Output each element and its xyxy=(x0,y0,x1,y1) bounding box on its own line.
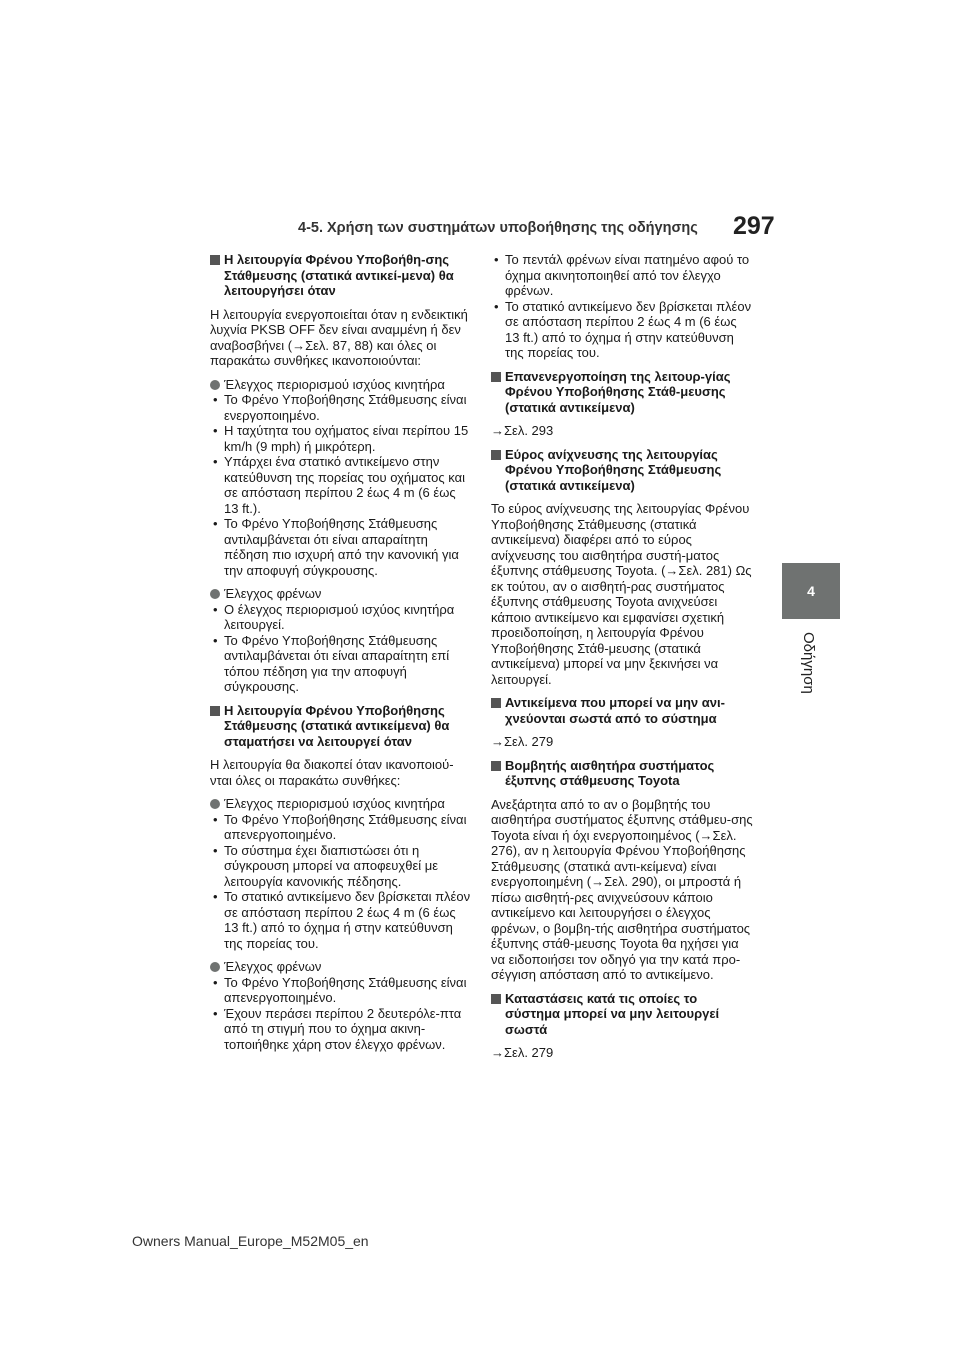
page-reference: →Σελ. 293 xyxy=(491,423,554,438)
section-heading: Η λειτουργία Φρένου Υποβοήθησης Στάθμευσης (στατικά αντικείμενα) θα σταματήσει να λειτουργεί όταν xyxy=(210,703,472,750)
list-item: • Το Φρένο Υποβοήθησης Στάθμευσης αντιλαμβάνεται ότι είναι απαραίτητη πέδηση πιο ισχυρή από την κανονική για την αποφυγή σύγκρουσης. xyxy=(210,516,472,578)
page-number: 297 xyxy=(733,212,775,240)
circle-bullet-icon xyxy=(210,380,220,390)
page-reference: →Σελ. 279 xyxy=(491,734,554,749)
condition-heading: Έλεγχος περιορισμού ισχύος κινητήρα xyxy=(210,377,472,393)
list-item: • Η ταχύτητα του οχήματος είναι περίπου 15 km/h (9 mph) ή μικρότερη. xyxy=(210,423,472,454)
section-heading: Βομβητής αισθητήρα συστήματος έξυπνης στάθμευσης Toyota xyxy=(491,758,753,789)
paragraph: Η λειτουργία ενεργοποιείται όταν η ενδεικτική λυχνία PKSB OFF δεν είναι αναμμένη ή δεν αναβοσβήνει (→Σελ. 87, 88) και όλες οι παρακάτω συνθήκες ικανοποιούνται: xyxy=(210,306,468,368)
section-heading: Καταστάσεις κατά τις οποίες το σύστημα μπορεί να μην λειτουργεί σωστά xyxy=(491,991,753,1038)
square-bullet-icon xyxy=(210,706,220,716)
chapter-label: Οδήγηση xyxy=(800,632,817,694)
square-bullet-icon xyxy=(491,761,501,771)
square-bullet-icon xyxy=(491,450,501,460)
list-item: • Ο έλεγχος περιορισμού ισχύος κινητήρα λειτουργεί. xyxy=(210,602,472,633)
list-item: • Το Φρένο Υποβοήθησης Στάθμευσης είναι ενεργοποιημένο. xyxy=(210,392,472,423)
circle-bullet-icon xyxy=(210,589,220,599)
section-heading: Η λειτουργία Φρένου Υποβοήθη-σης Στάθμευσης (στατικά αντικεί-μενα) θα λειτουργήσει όταν xyxy=(210,252,472,299)
paragraph: Η λειτουργία θα διακοπεί όταν ικανοποιού-νται όλες οι παρακάτω συνθήκες: xyxy=(210,757,454,788)
page-reference: →Σελ. 279 xyxy=(491,1045,554,1060)
right-column xyxy=(491,252,753,1069)
section-title: 4-5. Χρήση των συστημάτων υποβοήθησης της οδήγησης xyxy=(298,220,698,236)
list-item: • Το στατικό αντικείμενο δεν βρίσκεται πλέον σε απόσταση περίπου 2 έως 4 m (6 έως 13 ft.) από το όχημα ή στην κατεύθυνση της πορείας του. xyxy=(491,299,753,361)
list-item: • Το στατικό αντικείμενο δεν βρίσκεται πλέον σε απόσταση περίπου 2 έως 4 m (6 έως 13 ft.) από το όχημα ή στην κατεύθυνση της πορείας του. xyxy=(210,889,472,951)
condition-heading: Έλεγχος φρένων xyxy=(210,959,472,975)
list-item: • Το σύστημα έχει διαπιστώσει ότι η σύγκρουση μπορεί να αποφευχθεί με λειτουργία κανονικής πέδησης. xyxy=(210,843,472,890)
paragraph: Το εύρος ανίχνευσης της λειτουργίας Φρένου Υποβοήθησης Στάθμευσης (στατικά αντικείμενα) διαφέρει από το εύρος ανίχνευσης του αισθητήρα συστή-ματος έξυπνης στάθμευσης Toyota. (→Σελ. 281) Ως εκ τούτου, αν ο αισθητή-ρας συστήματος έξυπνης στάθμευσης Toyota ανιχνεύσει κάποιο αντικείμενο και εμφανίσει σχετική προειδοποίηση, η λειτουργία Φρένου Υποβοήθησης Στάθ-μευσης (στατικά αντικείμενα) μπορεί να μην ξεκινήσει να λειτουργεί. xyxy=(491,501,752,687)
list-item: • Το Φρένο Υποβοήθησης Στάθμευσης είναι απενεργοποιημένο. xyxy=(210,812,472,843)
list-item: • Υπάρχει ένα στατικό αντικείμενο στην κατεύθυνση της πορείας του οχήματος και σε απόσταση περίπου 2 έως 4 m (6 έως 13 ft.). xyxy=(210,454,472,516)
list-item: • Το Φρένο Υποβοήθησης Στάθμευσης αντιλαμβάνεται ότι είναι απαραίτητη επί τόπου πέδηση για την αποφυγή σύγκρουσης. xyxy=(210,633,472,695)
chapter-tab xyxy=(782,563,840,619)
bullet-list xyxy=(210,392,472,578)
bullet-list xyxy=(210,602,472,695)
list-item: • Έχουν περάσει περίπου 2 δευτερόλε-πτα από τη στιγμή που το όχημα ακινη-τοποιήθηκε χάρη στον έλεγχο φρένων. xyxy=(210,1006,472,1053)
bullet-list xyxy=(491,252,753,361)
list-item: • Το Φρένο Υποβοήθησης Στάθμευσης είναι απενεργοποιημένο. xyxy=(210,975,472,1006)
condition-heading: Έλεγχος περιορισμού ισχύος κινητήρα xyxy=(210,796,472,812)
bullet-list xyxy=(210,975,472,1053)
circle-bullet-icon xyxy=(210,799,220,809)
square-bullet-icon xyxy=(210,255,220,265)
square-bullet-icon xyxy=(491,698,501,708)
left-column xyxy=(210,252,472,1060)
square-bullet-icon xyxy=(491,372,501,382)
section-heading: Αντικείμενα που μπορεί να μην ανι-χνεύονται σωστά από το σύστημα xyxy=(491,695,753,726)
circle-bullet-icon xyxy=(210,962,220,972)
square-bullet-icon xyxy=(491,994,501,1004)
condition-heading: Έλεγχος φρένων xyxy=(210,586,472,602)
section-heading: Εύρος ανίχνευσης της λειτουργίας Φρένου Υποβοήθησης Στάθμευσης (στατικά αντικείμενα) xyxy=(491,447,753,494)
footer-text: Owners Manual_Europe_M52M05_en xyxy=(132,1233,369,1249)
bullet-list xyxy=(210,812,472,952)
list-item: • Το πεντάλ φρένων είναι πατημένο αφού το όχημα ακινητοποιηθεί από τον έλεγχο φρένων. xyxy=(491,252,753,299)
paragraph: Ανεξάρτητα από το αν ο βομβητής του αισθητήρα συστήματος έξυπνης στάθμευ-σης Toyota είναι ή όχι ενεργοποιημένος (→Σελ. 276), αν η λειτουργία Φρένου Υποβοήθησης Στάθμευσης (στατικά αντι-κείμενα) είναι ενεργοποιημένη (→Σελ. 290), οι μπροστά ή πίσω αισθητή-ρες ανιχνεύσουν κάποιο αντικείμενο και λειτουργήσει ο έλεγχος φρένων, ο βομβη-τής αισθητήρα συστήματος έξυπνης στάθ-μευσης Toyota θα ηχήσει για να ειδοποιήσει τον οδηγό για την κατά προ-σέγγιση απόσταση από το αντικείμενο. xyxy=(491,796,753,982)
chapter-number: 4 xyxy=(807,583,815,599)
section-heading: Επανενεργοποίηση της λειτουρ-γίας Φρένου Υποβοήθησης Στάθ-μευσης (στατικά αντικείμενα) xyxy=(491,369,753,416)
